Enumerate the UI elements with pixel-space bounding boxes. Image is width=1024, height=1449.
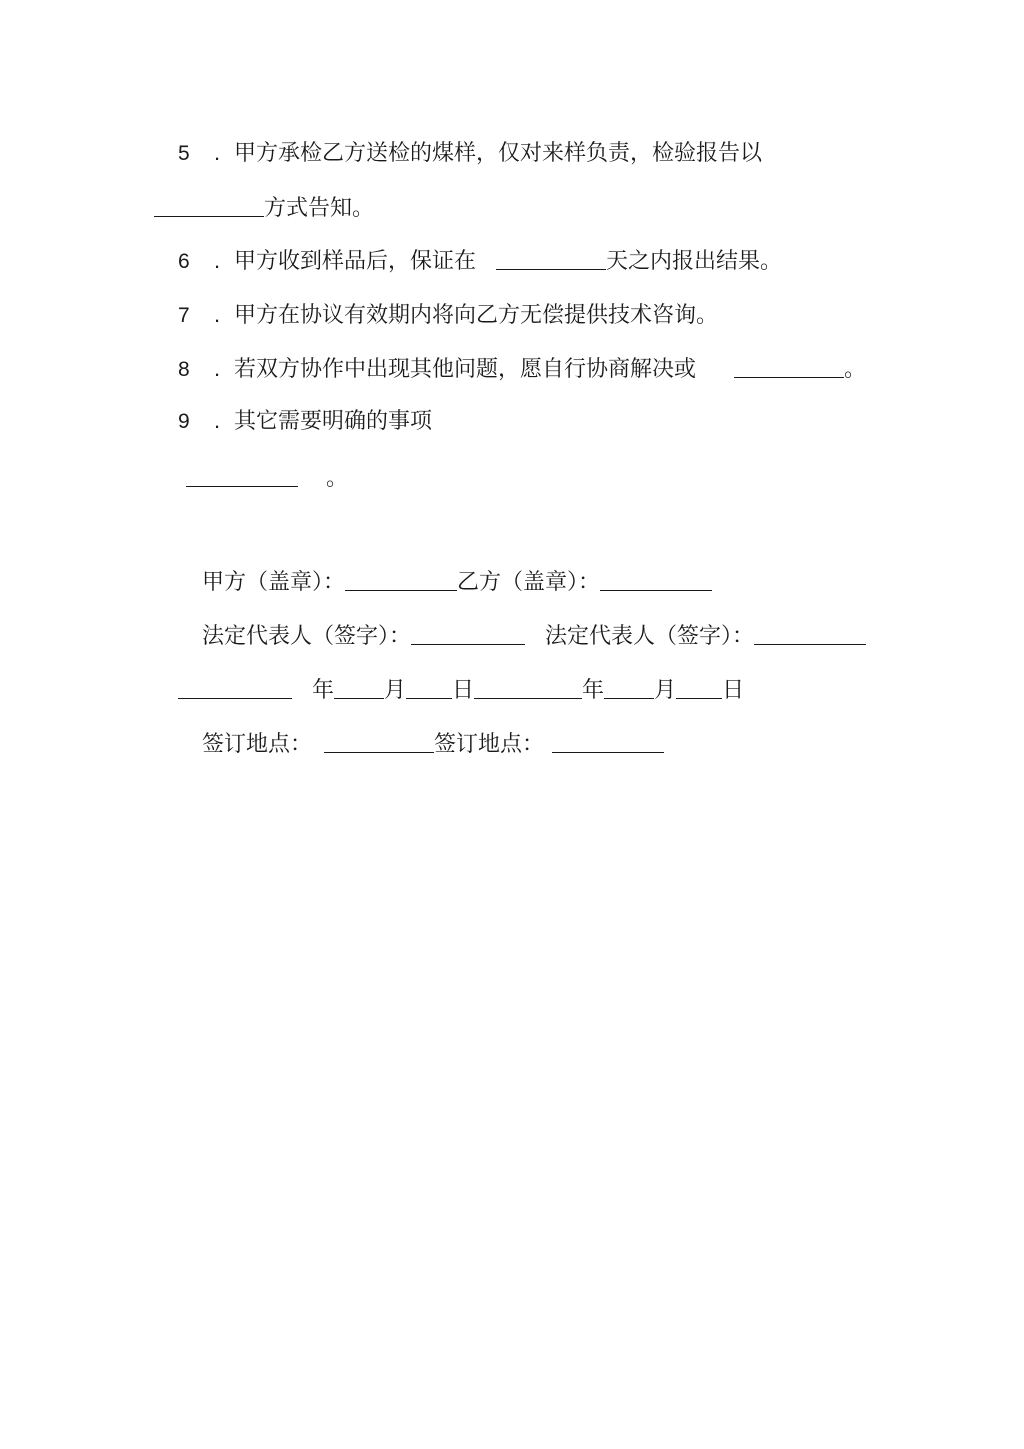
clause-dot: . <box>213 302 221 327</box>
clause-text: 其它需要明确的事项 <box>234 409 433 434</box>
month-b-label: 月 <box>654 678 677 703</box>
clause-text: 甲方承检乙方送检的煤样，仅对来样负责，检验报告以 <box>234 141 763 166</box>
clause-dot: . <box>213 140 221 165</box>
month-a-label: 月 <box>384 678 407 703</box>
clause-9 <box>178 406 432 437</box>
clause-number: 6 <box>178 250 190 273</box>
party-a-seal-label: 甲方（盖章）： <box>202 570 346 595</box>
clause-text: 若双方协作中出现其他问题，愿自行协商解决或 <box>234 357 697 382</box>
fill-in-blank[interactable] <box>154 194 264 217</box>
clause-dot: . <box>213 408 221 433</box>
party-b-seal-label: 乙方（盖章）： <box>457 570 601 595</box>
party-a-seal-blank[interactable] <box>345 568 457 591</box>
party-b-seal-blank[interactable] <box>600 568 712 591</box>
legal-rep-a-label: 法定代表人（签字）： <box>202 624 412 649</box>
year-a-blank[interactable] <box>178 676 292 699</box>
date-row <box>178 676 744 706</box>
fill-in-blank[interactable] <box>496 247 606 270</box>
clause-dot: . <box>213 248 221 273</box>
clause-text: 天之内报出结果。 <box>606 249 783 274</box>
clause-text: 甲方在协议有效期内将向乙方无偿提供技术咨询。 <box>234 303 719 328</box>
sign-place-a-blank[interactable] <box>324 730 434 753</box>
clause-number: 7 <box>178 304 190 327</box>
legal-rep-b-label: 法定代表人（签字）： <box>545 624 755 649</box>
legal-rep-b-blank[interactable] <box>754 622 866 645</box>
clause-text: 。 <box>844 357 867 382</box>
clause-9-continuation <box>186 464 348 494</box>
clause-number: 8 <box>178 358 190 381</box>
clause-5-continuation <box>154 194 374 224</box>
legal-rep-row <box>202 622 866 652</box>
clause-5 <box>178 138 762 169</box>
clause-6 <box>178 246 782 277</box>
clause-7 <box>178 300 718 331</box>
day-a-blank[interactable] <box>406 676 452 699</box>
month-b-blank[interactable] <box>604 676 654 699</box>
legal-rep-a-blank[interactable] <box>411 622 525 645</box>
sign-place-a-label: 签订地点： <box>202 732 313 757</box>
fill-in-blank[interactable] <box>186 464 298 487</box>
sign-place-b-label: 签订地点： <box>434 732 545 757</box>
year-b-label: 年 <box>582 678 605 703</box>
seal-row <box>202 568 712 598</box>
clause-text: 方式告知。 <box>264 196 375 221</box>
sign-place-b-blank[interactable] <box>552 730 664 753</box>
fill-in-blank[interactable] <box>734 355 844 378</box>
day-b-blank[interactable] <box>676 676 722 699</box>
month-a-blank[interactable] <box>334 676 384 699</box>
clause-number: 5 <box>178 142 190 165</box>
clause-8 <box>178 354 866 385</box>
clause-text: 甲方收到样品后，保证在 <box>234 249 477 274</box>
day-a-label: 日 <box>452 678 475 703</box>
year-a-label: 年 <box>312 678 335 703</box>
clause-text: 。 <box>326 466 349 491</box>
clause-number: 9 <box>178 410 190 433</box>
day-b-label: 日 <box>722 678 745 703</box>
year-b-blank[interactable] <box>474 676 582 699</box>
sign-place-row <box>202 730 664 760</box>
clause-dot: . <box>213 356 221 381</box>
